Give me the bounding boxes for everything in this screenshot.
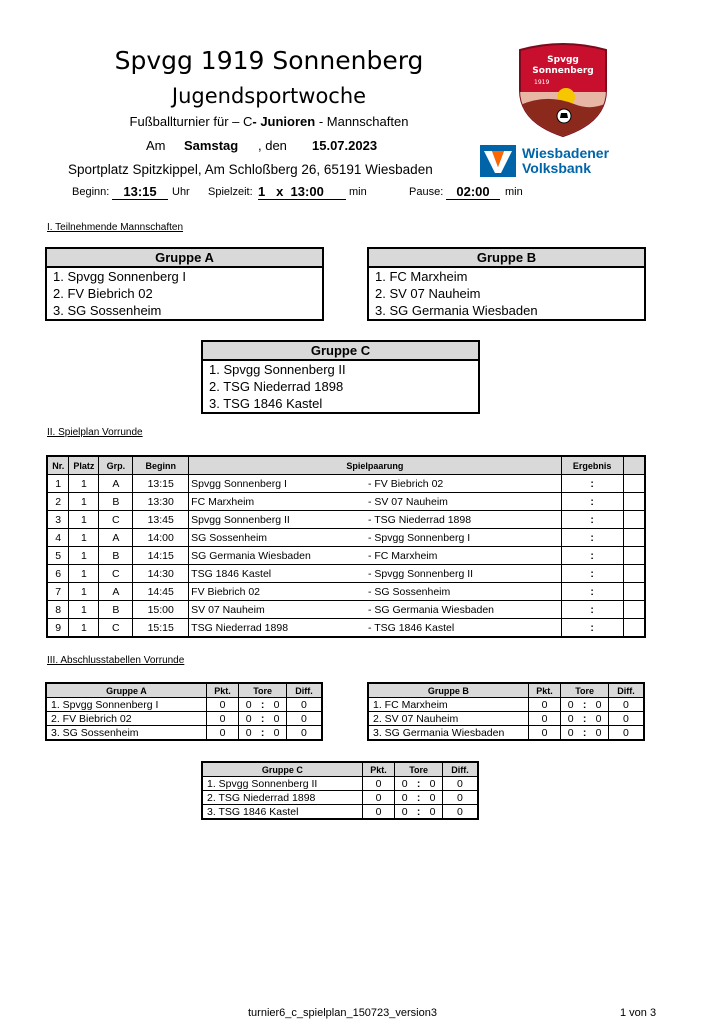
crest-year: 1919 <box>534 79 550 86</box>
group-a-team: 3. SG Sossenheim <box>53 303 162 318</box>
schedule-row <box>47 619 645 638</box>
tournament-date: 15.07.2023 <box>312 138 378 153</box>
group-b-team: 1. FC Marxheim <box>375 269 468 284</box>
club-crest-logo <box>514 42 612 138</box>
group-b-team: 2. SV 07 Nauheim <box>375 286 481 301</box>
schedule-header-blank <box>623 456 645 475</box>
schedule-away-team: - TSG 1846 Kastel <box>368 619 561 638</box>
standings-goals-for: 0 <box>395 805 414 820</box>
standings-team: 2. SV 07 Nauheim <box>368 712 528 726</box>
schedule-row <box>47 583 645 601</box>
group-b-title: Gruppe B <box>368 248 645 267</box>
schedule-group: A <box>99 583 133 601</box>
standings-team: 1. Spvgg Sonnenberg I <box>46 698 206 712</box>
schedule-away-team: - TSG Niederrad 1898 <box>368 511 561 529</box>
schedule-nr: 1 <box>47 475 69 493</box>
schedule-home-team: TSG Niederrad 1898 <box>189 619 368 638</box>
standings-diff: 0 <box>442 791 478 805</box>
venue: Sportplatz Spitzkippel, Am Schloßberg 26, 65191 Wiesbaden <box>68 162 433 177</box>
standings-team: 1. Spvgg Sonnenberg II <box>202 777 362 791</box>
standings-goals-sep: : <box>580 726 589 741</box>
standings-row <box>368 726 644 741</box>
schedule-home-team: TSG 1846 Kastel <box>189 565 368 583</box>
schedule-blank-cell <box>623 475 645 493</box>
standings-goals-for: 0 <box>561 712 580 726</box>
schedule-result: : <box>561 493 623 511</box>
schedule-away-team: - SG Germania Wiesbaden <box>368 601 561 619</box>
schedule-platz: 1 <box>69 547 99 565</box>
section-schedule-heading: II. Spielplan Vorrunde <box>47 427 143 438</box>
standings-goals-against: 0 <box>589 698 608 712</box>
standings-header-diff: Diff. <box>442 762 478 777</box>
standings-goals-for: 0 <box>395 791 414 805</box>
group-c-title: Gruppe C <box>202 341 479 360</box>
standings-diff: 0 <box>608 726 644 741</box>
standings-row <box>368 698 644 712</box>
schedule-group: B <box>99 601 133 619</box>
group-b-box <box>367 247 646 321</box>
schedule-time: 13:45 <box>133 511 189 529</box>
schedule-header-beginn: Beginn <box>133 456 189 475</box>
schedule-platz: 1 <box>69 511 99 529</box>
standings-goals-sep: : <box>258 698 267 712</box>
schedule-home-team: SV 07 Nauheim <box>189 601 368 619</box>
schedule-home-team: SG Sossenheim <box>189 529 368 547</box>
schedule-time: 14:00 <box>133 529 189 547</box>
group-a-team: 2. FV Biebrich 02 <box>53 286 153 301</box>
schedule-result: : <box>561 583 623 601</box>
schedule-nr: 6 <box>47 565 69 583</box>
footer-filename: turnier6_c_spielplan_150723_version3 <box>248 1007 437 1019</box>
standings-goals-sep: : <box>414 777 423 791</box>
schedule-platz: 1 <box>69 619 99 638</box>
standings-row <box>46 698 322 712</box>
standings-goals-against: 0 <box>423 777 442 791</box>
schedule-time: 13:15 <box>133 475 189 493</box>
standings-diff: 0 <box>608 712 644 726</box>
spielzeit-label: Spielzeit: <box>208 186 253 198</box>
pause-label: Pause: <box>409 186 444 198</box>
schedule-time: 14:15 <box>133 547 189 565</box>
schedule-result: : <box>561 619 623 638</box>
schedule-header-grp: Grp. <box>99 456 133 475</box>
schedule-away-team: - FC Marxheim <box>368 547 561 565</box>
schedule-platz: 1 <box>69 583 99 601</box>
schedule-blank-cell <box>623 511 645 529</box>
standings-diff: 0 <box>608 698 644 712</box>
schedule-group: B <box>99 493 133 511</box>
standings-goals-against: 0 <box>267 712 286 726</box>
standings-header-pkt: Pkt. <box>362 762 394 777</box>
page-subtitle: Jugendsportwoche <box>171 84 367 108</box>
schedule-nr: 9 <box>47 619 69 638</box>
standings-diff: 0 <box>442 805 478 820</box>
schedule-away-team: - SV 07 Nauheim <box>368 493 561 511</box>
schedule-group: C <box>99 511 133 529</box>
standings-points: 0 <box>528 698 560 712</box>
standings-group-b <box>367 682 645 741</box>
group-a-box <box>45 247 324 321</box>
standings-goals-against: 0 <box>423 791 442 805</box>
schedule-nr: 7 <box>47 583 69 601</box>
schedule-nr: 3 <box>47 511 69 529</box>
schedule-header-spielpaarung: Spielpaarung <box>189 456 562 475</box>
schedule-platz: 1 <box>69 529 99 547</box>
group-c-team: 2. TSG Niederrad 1898 <box>209 379 344 394</box>
schedule-blank-cell <box>623 529 645 547</box>
tournament-day: Samstag <box>184 138 239 153</box>
schedule-result: : <box>561 529 623 547</box>
schedule-row <box>47 601 645 619</box>
schedule-away-team: - Spvgg Sonnenberg II <box>368 565 561 583</box>
tournament-description: Fußballturnier für – C- Junioren - Mannschaften <box>129 114 409 129</box>
schedule-time: 15:15 <box>133 619 189 638</box>
schedule-row <box>47 565 645 583</box>
group-c-box <box>201 340 480 414</box>
standings-header-tore: Tore <box>395 762 443 777</box>
schedule-group: B <box>99 547 133 565</box>
schedule-blank-cell <box>623 583 645 601</box>
standings-points: 0 <box>528 726 560 741</box>
standings-goals-for: 0 <box>239 698 258 712</box>
schedule-platz: 1 <box>69 475 99 493</box>
standings-diff: 0 <box>442 777 478 791</box>
schedule-row <box>47 547 645 565</box>
beginn-unit: Uhr <box>172 186 190 198</box>
schedule-platz: 1 <box>69 493 99 511</box>
schedule-row <box>47 475 645 493</box>
standings-goals-sep: : <box>258 712 267 726</box>
standings-goals-sep: : <box>414 805 423 820</box>
standings-goals-for: 0 <box>395 777 414 791</box>
section-tables-heading: III. Abschlusstabellen Vorrunde <box>47 655 185 666</box>
schedule-result: : <box>561 565 623 583</box>
schedule-header-nr: Nr. <box>47 456 69 475</box>
schedule-header-platz: Platz <box>69 456 99 475</box>
standings-team: 2. TSG Niederrad 1898 <box>202 791 362 805</box>
standings-row <box>368 712 644 726</box>
schedule-group: A <box>99 529 133 547</box>
standings-header-group: Gruppe C <box>202 762 362 777</box>
standings-header-diff: Diff. <box>286 683 322 698</box>
schedule-away-team: - Spvgg Sonnenberg I <box>368 529 561 547</box>
schedule-away-team: - FV Biebrich 02 <box>368 475 561 493</box>
schedule-blank-cell <box>623 565 645 583</box>
schedule-nr: 4 <box>47 529 69 547</box>
group-c-team: 1. Spvgg Sonnenberg II <box>209 362 346 377</box>
footer-page-number: 1 von 3 <box>620 1007 657 1019</box>
standings-goals-for: 0 <box>239 712 258 726</box>
standings-header-pkt: Pkt. <box>206 683 238 698</box>
standings-team: 3. SG Sossenheim <box>46 726 206 741</box>
schedule-time: 13:30 <box>133 493 189 511</box>
schedule-away-team: - SG Sossenheim <box>368 583 561 601</box>
standings-row <box>46 726 322 741</box>
standings-goals-against: 0 <box>267 698 286 712</box>
standings-row <box>202 777 478 791</box>
standings-goals-for: 0 <box>561 698 580 712</box>
schedule-table <box>46 455 646 638</box>
schedule-time: 14:45 <box>133 583 189 601</box>
standings-header-group: Gruppe A <box>46 683 206 698</box>
standings-goals-against: 0 <box>423 805 442 820</box>
pause-unit: min <box>505 186 523 198</box>
schedule-nr: 2 <box>47 493 69 511</box>
schedule-result: : <box>561 547 623 565</box>
schedule-row <box>47 529 645 547</box>
standings-header-tore: Tore <box>561 683 609 698</box>
standings-header-diff: Diff. <box>608 683 644 698</box>
schedule-home-team: FC Marxheim <box>189 493 368 511</box>
standings-goals-sep: : <box>414 791 423 805</box>
standings-team: 3. SG Germania Wiesbaden <box>368 726 528 741</box>
schedule-result: : <box>561 511 623 529</box>
schedule-result: : <box>561 475 623 493</box>
schedule-row <box>47 493 645 511</box>
sponsor-name: Wiesbadener Volksbank <box>522 145 610 176</box>
group-b-team: 3. SG Germania Wiesbaden <box>375 303 538 318</box>
standings-row <box>46 712 322 726</box>
page-title: Spvgg 1919 Sonnenberg <box>114 46 424 75</box>
schedule-home-team: Spvgg Sonnenberg II <box>189 511 368 529</box>
standings-group-a <box>45 682 323 741</box>
standings-points: 0 <box>362 805 394 820</box>
standings-header-group: Gruppe B <box>368 683 528 698</box>
schedule-home-team: SG Germania Wiesbaden <box>189 547 368 565</box>
schedule-group: A <box>99 475 133 493</box>
standings-goals-against: 0 <box>589 712 608 726</box>
beginn-value: 13:15 <box>112 184 168 200</box>
standings-goals-for: 0 <box>561 726 580 741</box>
schedule-blank-cell <box>623 619 645 638</box>
standings-goals-for: 0 <box>239 726 258 741</box>
standings-diff: 0 <box>286 726 322 741</box>
spielzeit-unit: min <box>349 186 367 198</box>
schedule-row <box>47 511 645 529</box>
standings-goals-sep: : <box>580 712 589 726</box>
schedule-blank-cell <box>623 547 645 565</box>
standings-header-pkt: Pkt. <box>528 683 560 698</box>
schedule-nr: 5 <box>47 547 69 565</box>
schedule-nr: 8 <box>47 601 69 619</box>
schedule-time: 15:00 <box>133 601 189 619</box>
standings-points: 0 <box>206 698 238 712</box>
standings-team: 2. FV Biebrich 02 <box>46 712 206 726</box>
standings-points: 0 <box>362 791 394 805</box>
schedule-group: C <box>99 619 133 638</box>
standings-points: 0 <box>206 726 238 741</box>
standings-goals-against: 0 <box>267 726 286 741</box>
standings-group-c <box>201 761 479 820</box>
crest-text-line1: Spvgg <box>547 55 579 65</box>
section-teams-heading: I. Teilnehmende Mannschaften <box>47 222 184 233</box>
group-c-team: 3. TSG 1846 Kastel <box>209 396 323 411</box>
standings-header-tore: Tore <box>239 683 287 698</box>
volksbank-logo-icon <box>480 145 516 177</box>
schedule-platz: 1 <box>69 565 99 583</box>
schedule-blank-cell <box>623 493 645 511</box>
pause-value: 02:00 <box>446 184 500 200</box>
den-label: , den <box>258 138 287 153</box>
standings-row <box>202 805 478 820</box>
group-a-title: Gruppe A <box>46 248 323 267</box>
standings-goals-sep: : <box>258 726 267 741</box>
standings-team: 1. FC Marxheim <box>368 698 528 712</box>
standings-goals-against: 0 <box>589 726 608 741</box>
standings-row <box>202 791 478 805</box>
standings-points: 0 <box>206 712 238 726</box>
schedule-home-team: Spvgg Sonnenberg I <box>189 475 368 493</box>
standings-goals-sep: : <box>580 698 589 712</box>
crest-text-line2: Sonnenberg <box>532 66 594 76</box>
group-a-team: 1. Spvgg Sonnenberg I <box>53 269 186 284</box>
am-label: Am <box>146 138 166 153</box>
standings-diff: 0 <box>286 712 322 726</box>
standings-points: 0 <box>362 777 394 791</box>
schedule-group: C <box>99 565 133 583</box>
schedule-header-ergebnis: Ergebnis <box>561 456 623 475</box>
schedule-platz: 1 <box>69 601 99 619</box>
beginn-label: Beginn: <box>72 186 110 198</box>
standings-team: 3. TSG 1846 Kastel <box>202 805 362 820</box>
schedule-time: 14:30 <box>133 565 189 583</box>
schedule-home-team: FV Biebrich 02 <box>189 583 368 601</box>
schedule-blank-cell <box>623 601 645 619</box>
schedule-result: : <box>561 601 623 619</box>
spielzeit-value: 1 x 13:00 <box>258 184 346 200</box>
standings-diff: 0 <box>286 698 322 712</box>
standings-points: 0 <box>528 712 560 726</box>
